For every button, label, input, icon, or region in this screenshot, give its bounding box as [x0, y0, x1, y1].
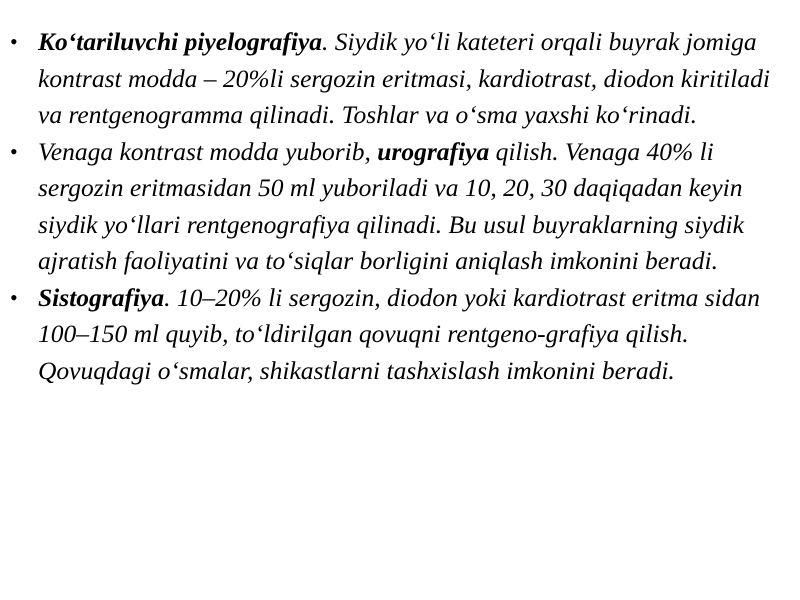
text-piyelografiya: . Siydik yo‘li kateteri orqali buyrak jomiga kontrast modda – 20%li sergozin eritmasi, kardiotrast, diodon kiritiladi va rentgenogramma qilinadi. Toshlar va o‘sma yaxshi ko‘rinadi. — [38, 27, 770, 129]
text-urografiya-intro: Venaga kontrast modda yuborib, — [38, 136, 378, 166]
text-urografiya: qilish. Venaga 40% li sergozin eritmasidan 50 ml yuboriladi va 10, 20, 30 daqiqadan keyin siydik yo‘llari rentgenografiya qilinadi. Bu usul buyraklarning siydik ajratish faoliyatini va to‘siqlar borligini aniqlash imkonini beradi. — [38, 136, 744, 275]
text-sistografiya: . 10–20% li sergozin, diodon yoki kardiotrast eritma sidan 100–150 ml quyib, to‘ldirilgan qovuqni rentgeno-grafiya qilish. Qovuqdagi o‘smalar, shikastlarni tashxislash imkonini beradi. — [38, 282, 761, 385]
bullet-item-urografiya — [10, 134, 770, 280]
bullet-dot-icon: • — [10, 138, 18, 164]
term-urografiya: urografiya — [377, 136, 490, 166]
bullet-item-piyelografiya — [10, 24, 770, 134]
bullet-dot-icon: • — [10, 284, 18, 310]
term-piyelografiya: Ko‘tariluvchi piyelografiya — [38, 27, 323, 56]
bullet-list — [10, 24, 770, 389]
term-sistografiya: Sistografiya — [38, 282, 165, 312]
bullet-dot-icon: • — [10, 29, 18, 54]
bullet-item-sistografiya — [10, 280, 770, 390]
